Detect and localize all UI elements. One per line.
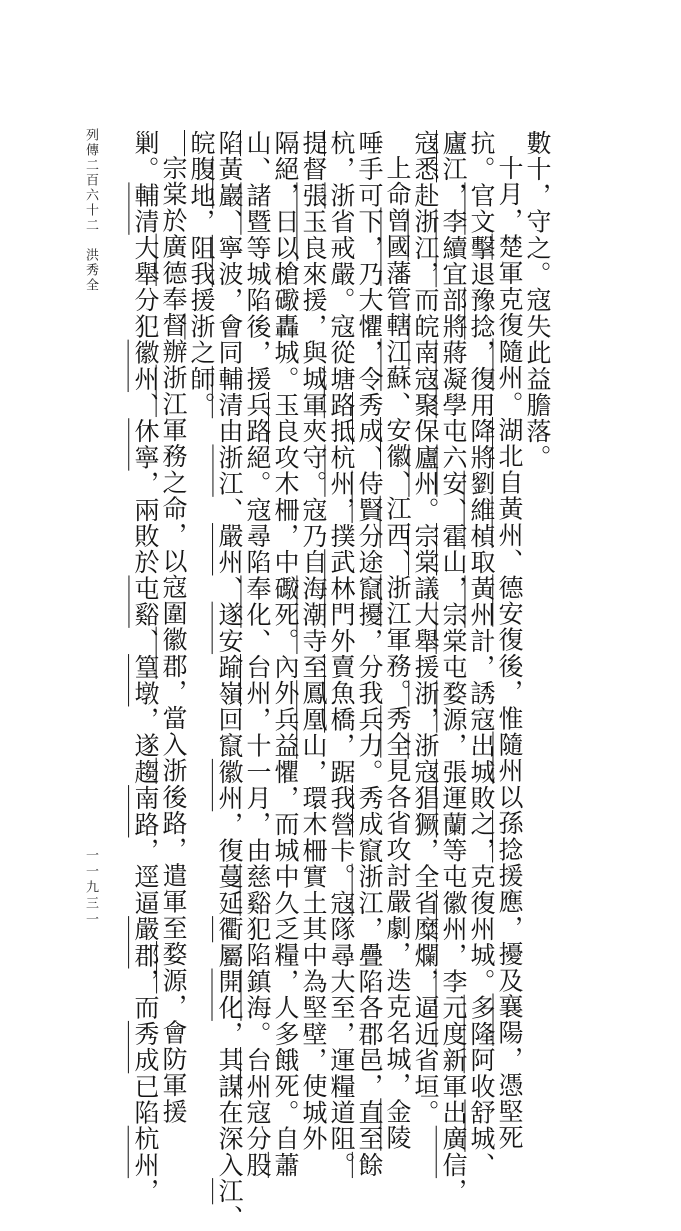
text-column: 山、諸暨等城陷後，援兵路絕。寇尋陷奉化、台州，十一月，由慈谿犯陷鎮海。台州寇分股 <box>243 130 272 1179</box>
proper-name: 浙江 <box>411 208 440 262</box>
proper-name: 宗棠 <box>411 523 440 576</box>
proper-name: 皖南 <box>411 313 440 366</box>
proper-name: 侍賢 <box>355 470 384 524</box>
text-column: 數十，守之。寇失此益膽落。 <box>523 130 552 471</box>
proper-name: 慈谿 <box>243 863 272 917</box>
proper-name: 秀成 <box>131 1020 160 1074</box>
proper-name: 六安 <box>439 444 468 497</box>
text-column: 剿。輔清大舉分犯徽州、休寧，兩敗於屯谿、篁墩，遂趨南路，逕逼嚴郡，而秀成已陷杭州， <box>131 130 160 1205</box>
proper-name: 廣信 <box>439 1125 468 1179</box>
proper-name: 浙 <box>327 182 356 209</box>
proper-name: 浙 <box>187 313 216 340</box>
proper-name: 孫捻 <box>495 810 524 863</box>
text-column: 唾手可下，乃大懼，令秀成、侍賢分途竄擾，分我兵力。秀成竄浙江，疊陷各郡邑，直至餘 <box>355 130 384 1179</box>
proper-name: 浙江 <box>215 444 244 497</box>
page-margin <box>76 128 104 928</box>
text-column: 上命曾國藩管轄江蘇、安徽、江西、浙江軍務。秀全見各省攻討嚴劇，迭克名城，金陵 <box>383 155 412 1151</box>
proper-name: 浙 <box>411 732 440 759</box>
proper-name: 黃州 <box>495 495 524 549</box>
text-column: 皖腹地，阻我援浙之師。 <box>187 130 216 419</box>
proper-name: 輔清 <box>215 365 244 419</box>
proper-name: 浙 <box>159 757 188 784</box>
proper-name: 賣魚橋 <box>327 654 356 733</box>
proper-name: 湖北 <box>495 417 524 470</box>
proper-name: 徽州 <box>215 758 244 812</box>
body-text <box>131 130 552 1231</box>
page-number: 一一九三一 <box>83 848 98 928</box>
proper-name: 嚴郡 <box>131 916 160 969</box>
proper-name: 台州 <box>243 654 272 707</box>
proper-name: 浙 <box>411 680 440 707</box>
proper-name: 台州 <box>243 1047 272 1100</box>
proper-name: 浙江 <box>383 574 412 627</box>
proper-name: 遂安 <box>215 601 244 655</box>
proper-name: 屯谿 <box>131 575 160 628</box>
text-column: 廬江，李續宜部將蔣凝學屯六安、霍山，宗棠屯婺源，張運蘭等屯徽州，李元度新軍出廣信， <box>439 130 468 1205</box>
proper-name: 杭州 <box>327 444 356 497</box>
text-column: 杭，浙省戒嚴。寇從塘路抵杭州，撲武林門外賣魚橋，踞我營卡。寇隊尋大至，運糧道阻。 <box>327 130 356 1179</box>
proper-name: 秀成 <box>355 785 384 838</box>
proper-name: 江西 <box>383 495 412 549</box>
proper-name: 徽州 <box>131 339 160 393</box>
proper-name: 霍山 <box>439 523 468 576</box>
proper-name: 黃州 <box>467 575 496 628</box>
text-column: 陷黃巖、寧波，會同輔清由浙江、嚴州、遂安踰嶺回竄徽州，復蔓延衢屬開化，其謀在深入江、 <box>215 130 244 1231</box>
proper-name: 衢 <box>215 916 244 943</box>
proper-name: 杭州 <box>131 1125 160 1179</box>
proper-name: 黃巖 <box>215 156 244 209</box>
proper-name: 舒城 <box>467 1099 496 1152</box>
proper-name: 諸暨 <box>243 182 272 235</box>
proper-name: 江蘇 <box>383 338 412 391</box>
text-column: 十月，楚軍克復隨州。湖北自黃州、德安復後，惟隨州以孫捻援應，擾及襄陽，憑堅死 <box>495 155 524 1151</box>
text-column: 隔絕，日以槍礮轟城。玉良攻木柵，中礮死。內外兵益懼，而城中久乏糧，人多餓死。自蕭 <box>271 130 300 1179</box>
proper-name: 嚴州 <box>215 523 244 576</box>
proper-name: 鎮海 <box>243 968 272 1021</box>
proper-name: 海潮寺 <box>299 575 328 655</box>
proper-name: 楚 <box>495 233 524 260</box>
proper-name: 浙江 <box>355 863 384 917</box>
proper-name: 皖 <box>187 130 216 157</box>
proper-name: 廬江 <box>439 130 468 183</box>
proper-name: 開化 <box>215 968 244 1021</box>
text-column: 抗。官文擊退豫捻，復用降將劉維楨取黃州計，誘寇出城敗之，克復州城。多隆阿收舒城、 <box>467 130 496 1179</box>
proper-name: 鳳凰山 <box>299 680 328 759</box>
text-column: 寇悉赴浙江，而皖南寇聚保廬州。宗棠議大舉援浙，浙寇猖獗，全省糜爛，逼近省垣。 <box>411 130 440 1126</box>
proper-name: 秀成 <box>355 392 384 445</box>
proper-name: 山 <box>243 130 272 157</box>
proper-name: 杭 <box>327 130 356 157</box>
proper-name: 隨州 <box>495 731 524 784</box>
proper-name: 徽州 <box>439 889 468 943</box>
proper-name: 宗棠 <box>439 601 468 655</box>
proper-name: 婺源 <box>159 941 188 994</box>
proper-name: 張運蘭 <box>439 758 468 838</box>
proper-name: 奉化 <box>243 575 272 628</box>
proper-name: 官文 <box>467 182 496 235</box>
proper-name: 寧波 <box>215 234 244 288</box>
proper-name: 廣德 <box>159 233 188 287</box>
proper-name: 浙江 <box>159 364 188 418</box>
proper-name: 德安 <box>495 574 524 627</box>
proper-name: 篁墩 <box>131 654 160 707</box>
text-column: 宗棠於廣德奉督辦浙江軍務之命，以寇圍徽郡，當入浙後路，遣軍至婺源，會防軍援 <box>159 155 188 1125</box>
proper-name: 劉維楨 <box>467 470 496 550</box>
proper-name: 蕭 <box>271 1151 300 1179</box>
proper-name: 李元度 <box>439 968 468 1048</box>
proper-name: 豫捻 <box>467 287 496 340</box>
proper-name: 張玉良 <box>299 182 328 262</box>
running-head: 列傳二百六十二 洪秀全 <box>83 128 98 293</box>
text-column: 提督張玉良來援，與城軍夾守。寇乃自海潮寺至鳳凰山，環木柵實土其中為堅壁，使城外 <box>299 130 328 1152</box>
proper-name: 廬州 <box>411 444 440 497</box>
proper-name: 玉良 <box>271 392 300 445</box>
proper-name: 秀全 <box>383 705 412 758</box>
proper-name: 安徽 <box>383 417 412 470</box>
proper-name: 武林門 <box>327 549 356 628</box>
proper-name: 隨州 <box>495 338 524 391</box>
proper-name: 多隆阿 <box>467 994 496 1074</box>
proper-name: 李續宜 <box>439 208 468 288</box>
proper-name: 南路 <box>131 785 160 838</box>
proper-name: 徽郡 <box>159 626 188 680</box>
proper-name: 休寧 <box>131 418 160 471</box>
proper-name: 蔣凝學 <box>439 339 468 419</box>
proper-name: 輔清 <box>131 182 160 235</box>
proper-name: 曾國藩 <box>383 207 412 287</box>
proper-name: 餘 <box>355 1151 384 1179</box>
proper-name: 婺源 <box>439 680 468 733</box>
proper-name: 江 <box>215 1178 244 1205</box>
proper-name: 金陵 <box>383 1098 412 1151</box>
proper-name: 塘路 <box>327 365 356 419</box>
proper-name: 襄陽 <box>495 993 524 1046</box>
